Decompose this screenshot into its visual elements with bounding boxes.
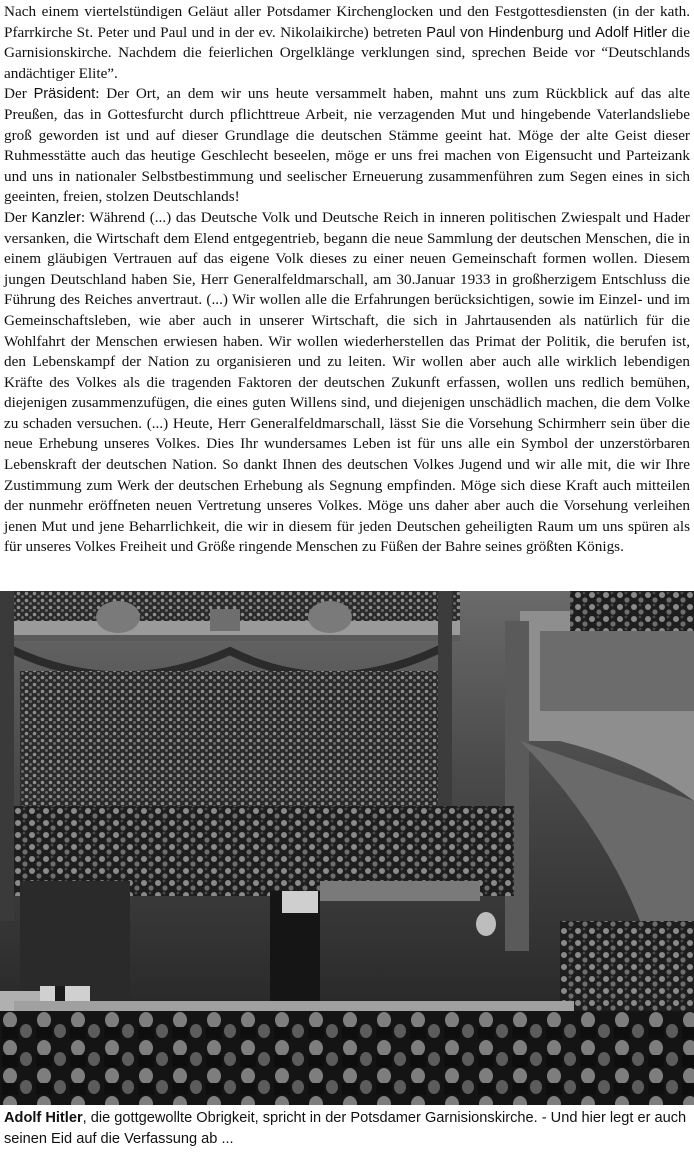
church-interior-photo [0,591,694,1105]
article-text [4,2,690,558]
intro-text-3: die Garnisionskirche. Nachdem die feierlichen Orgelklänge verklungen sind, sprechen Beide vor “Deutschlands andächtiger Elite”. [4,23,691,82]
caption-name: Adolf Hitler [4,1110,83,1126]
name-hindenburg: Paul von Hindenburg [426,24,564,41]
photo-caption [4,1108,690,1149]
intro-text-1: Nach einem viertelstündigen Geläut aller Potsdamer Kirchenglocken und den Festgottesdiensten (in der kath. Pfarrkirche St. Peter und Paul und in der ev. Nikolaikirche) betreten [4,3,690,41]
speaker-chancellor: Kanzler [31,209,81,226]
paragraph-president [4,84,690,208]
intro-text-2: und [563,23,596,41]
chancellor-speech: : Während (...) das Deutsche Volk und Deutsche Reich in inneren politischen Zwiespalt und Hader versanken, die Wirtschaft dem Elend entgegentrieb, begann die neue Sammlung der deutschen Menschen, die in einem gläubigen Vertrauen auf das eigene Volk dieses zu einer neuen Gemeinschaft formen wollen. Diesem jungen Deutschland haben Sie, Herr Generalfeldmarschall, am 30.Januar 1933 in großherzigem Entschluss die Führung des Reiches anvertraut. (...) Wir wollen alle die Erfahrungen berücksichtigen, sowie im Einzel- und im Gemeinschaftsleben, wie aber auch in unserer Wirtschaft, die sich in Jahrtausenden als natürlich für die Wohlfahrt der Menschen erwiesen haben. Wir wollen wiederherstellen das Primat der Politik, die berufen ist, den Lebenskampf der Nation zu organisieren und zu leiten. Wir wollen aber auch alle wirklich lebendigen Kräfte des Volkes als die tragenden Faktoren der deutschen Zukunft erfassen, wollen uns redlich bemühen, diejenigen zusammenzufügen, die eines guten Willens sind, und diejenigen unschädlich machen, die dem Volke zu schaden versuchen. (...) Heute, Herr Generalfeldmarschall, lässt Sie die Vorsehung Schirmherr sein über die neue Erhebung unseres Volkes. Dies Ihr wundersames Leben ist für uns alle ein Symbol der unzerstörbaren Lebenskraft der deutschen Nation. So dankt Ihnen des deutschen Volkes Jugend und wir alle mit, die wir Ihre Zustimmung zum Werk der deutschen Erhebung als Segnung empfinden. Möge sich diese Kraft auch mitteilen der nunmehr eröffneten neuen Vertretung unseres Volkes. Möge uns daher aber auch die Vorsehung verleihen jenen Mut und jene Beharrlichkeit, die wir in diesem für jeden Deutschen geheiligten Raum um uns spüren als für unseres Volkes Freiheit und Größe ringende Menschen zu Füßen der Bahre seines größten Königs. [4,208,690,556]
speaker-president: Präsident [33,86,96,103]
president-prefix: Der [4,85,34,103]
name-hitler: Adolf Hitler [595,24,668,41]
caption-text: , die gottgewollte Obrigkeit, spricht in der Potsdamer Garnisionskirche. - Und hier legt er auch seinen Eid auf die Verfassung ab ... [4,1110,687,1147]
chancellor-prefix: Der [4,208,32,226]
paragraph-intro [4,2,690,84]
paragraph-chancellor [4,208,690,558]
historic-photo [0,591,694,1105]
president-speech: : Der Ort, an dem wir uns heute versammelt haben, mahnt uns zum Rückblick auf das alte Preußen, das in Gottesfurcht durch pflichttreue Arbeit, nie verzagenden Mut und hingebende Vaterlandsliebe groß geworden ist und auf dieser Grundlage die deutschen Stämme geeint hat. Möge der alte Geist dieser Ruhmesstätte auch das heutige Geschlecht beseelen, möge er uns frei machen von Eigensucht und Parteizank und uns in nationaler Selbstbestimmung und seelischer Erneuerung zusammenführen zum Segen eines in sich geeinten, freien, stolzen Deutschlands! [4,85,690,206]
